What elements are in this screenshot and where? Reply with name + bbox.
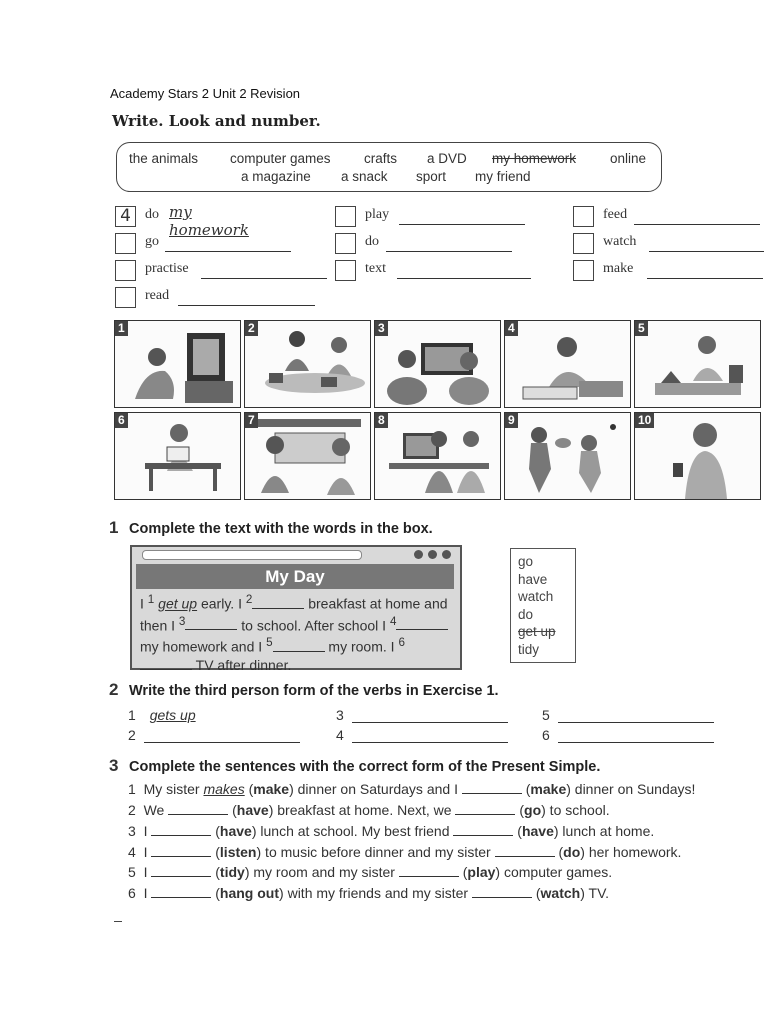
read-magazine-illustration xyxy=(115,413,240,499)
verb-option: have xyxy=(518,571,548,587)
verb-option: tidy xyxy=(518,641,540,657)
word-box-item: my friend xyxy=(475,169,531,184)
section-heading: Write. Look and number. xyxy=(112,112,321,130)
gap[interactable] xyxy=(151,864,211,877)
picture-have-snack xyxy=(244,320,371,408)
word-box-item-used: my homework xyxy=(492,151,577,166)
online-illustration xyxy=(375,413,500,499)
verb-label: play xyxy=(365,207,390,222)
word-box-item: sport xyxy=(416,169,447,184)
picture-read-magazine xyxy=(114,412,241,500)
gap[interactable] xyxy=(399,864,459,877)
document-title: Academy Stars 2 Unit 2 Revision xyxy=(110,86,301,101)
picture-crafts xyxy=(634,320,761,408)
picture-number: 3 xyxy=(375,321,388,336)
answer-line[interactable] xyxy=(634,224,760,225)
word-box-item: the animals xyxy=(129,151,199,166)
answer-line[interactable] xyxy=(352,728,508,743)
verb-option-used: get up xyxy=(518,624,556,639)
verb-label: do xyxy=(365,234,379,249)
exercise-instruction: Complete the text with the words in the box. xyxy=(129,521,433,537)
picture-sport xyxy=(504,412,631,500)
verb-label: read xyxy=(145,288,170,303)
verb-label: text xyxy=(365,261,386,276)
exercise-number: 1 xyxy=(109,518,119,537)
watch-dvd-illustration xyxy=(115,321,240,407)
exercise-instruction: Write the third person form of the verbs in Exercise 1. xyxy=(129,683,499,699)
verb-box xyxy=(510,548,576,663)
example-answer: get up xyxy=(158,595,198,612)
number-box[interactable] xyxy=(573,260,594,281)
panel-title: My Day xyxy=(136,564,454,589)
ex2-item: 1 gets up xyxy=(128,707,300,723)
ex3-sentence: 1 My sister makes (make) dinner on Saturdays and I (make) dinner on Sundays! xyxy=(128,781,696,797)
gap[interactable] xyxy=(151,844,211,857)
number-box[interactable] xyxy=(335,260,356,281)
gap[interactable] xyxy=(151,885,211,898)
gap[interactable] xyxy=(168,802,228,815)
verb-label: do xyxy=(145,207,159,222)
verb-option: do xyxy=(518,606,534,622)
number-box[interactable]: 4 xyxy=(115,206,136,227)
picture-number: 4 xyxy=(505,321,518,336)
homework-illustration xyxy=(505,321,630,407)
verb-label: practise xyxy=(145,261,189,276)
number-box[interactable] xyxy=(115,233,136,254)
computer-games-illustration xyxy=(375,321,500,407)
gap[interactable] xyxy=(495,844,555,857)
handwritten-answer: my homework xyxy=(169,203,249,239)
verb-option: watch xyxy=(518,589,554,604)
window-dot xyxy=(414,550,423,559)
panel-text: I $^1$ get up early. I $^2$ breakfast at home and then I $^3$ to school. After school I $^4$ my homework and I $^5$ my room. I $^6$ TV after dinner. xyxy=(140,593,448,673)
cut-off-line xyxy=(110,912,670,922)
answer-line[interactable] xyxy=(386,251,512,252)
crafts-illustration xyxy=(635,321,760,407)
number-box[interactable] xyxy=(573,206,594,227)
picture-number: 8 xyxy=(375,413,388,428)
example-answer: gets up xyxy=(149,707,196,723)
answer-line[interactable] xyxy=(649,251,764,252)
verb-label: watch xyxy=(603,234,637,249)
picture-watch-dvd xyxy=(114,320,241,408)
picture-feed-animals xyxy=(244,412,371,500)
word-box xyxy=(116,142,662,192)
feed-animals-illustration xyxy=(245,413,370,499)
picture-number: 10 xyxy=(635,413,654,428)
number-box[interactable] xyxy=(335,206,356,227)
gap[interactable] xyxy=(273,651,325,652)
picture-number: 6 xyxy=(115,413,128,428)
picture-text-friend xyxy=(634,412,761,500)
have-snack-illustration xyxy=(245,321,370,407)
number-box[interactable] xyxy=(335,233,356,254)
ex3-sentence: 6 I (hang out) with my friends and my sister (watch) TV. xyxy=(128,885,610,901)
ex2-item: 2 xyxy=(128,727,300,743)
my-day-panel xyxy=(130,545,462,673)
answer-line[interactable] xyxy=(647,278,763,279)
window-dot xyxy=(428,550,437,559)
exercise-number: 2 xyxy=(109,680,119,699)
verb-label: feed xyxy=(603,207,628,222)
panel-address-bar xyxy=(142,550,362,560)
gap[interactable] xyxy=(151,823,211,836)
ex3-sentence: 2 We (have) breakfast at home. Next, we (go) to school. xyxy=(128,802,610,818)
picture-number: 2 xyxy=(245,321,258,336)
ex2-item: 4 xyxy=(336,727,508,743)
answer-line[interactable] xyxy=(558,708,714,723)
word-box-item: a snack xyxy=(341,169,388,184)
exercise-instruction: Complete the sentences with the correct form of the Present Simple. xyxy=(129,759,601,775)
gap[interactable] xyxy=(453,823,513,836)
gap[interactable] xyxy=(185,629,237,630)
picture-computer-games xyxy=(374,320,501,408)
answer-line[interactable] xyxy=(399,224,525,225)
ex2-item: 5 xyxy=(542,707,714,723)
gap[interactable] xyxy=(396,629,448,630)
picture-online xyxy=(374,412,501,500)
answer-line[interactable] xyxy=(558,728,714,743)
verb-label: make xyxy=(603,261,634,276)
gap[interactable] xyxy=(140,669,192,670)
word-box-item: a magazine xyxy=(241,169,311,184)
gap[interactable] xyxy=(472,885,532,898)
word-box-item: crafts xyxy=(364,151,398,166)
word-box-item: online xyxy=(610,151,647,166)
picture-number: 5 xyxy=(635,321,648,336)
cut-off-text-fragment xyxy=(110,915,670,922)
gap[interactable] xyxy=(252,608,304,609)
picture-number: 1 xyxy=(115,321,128,336)
answer-line[interactable] xyxy=(178,305,315,306)
gap[interactable] xyxy=(462,781,522,794)
word-box-item: computer games xyxy=(230,151,331,166)
ex3-sentence: 3 I (have) lunch at school. My best friend (have) lunch at home. xyxy=(128,823,655,839)
verb-label: go xyxy=(145,234,159,249)
answer-line[interactable] xyxy=(144,728,300,743)
answer-line[interactable] xyxy=(352,708,508,723)
answer-line[interactable] xyxy=(201,278,327,279)
sport-illustration xyxy=(505,413,630,499)
number-box[interactable] xyxy=(573,233,594,254)
ex2-item: 6 xyxy=(542,727,714,743)
number-box[interactable] xyxy=(115,287,136,308)
word-box-item: a DVD xyxy=(427,151,467,166)
gap[interactable] xyxy=(455,802,515,815)
ex3-sentence: 5 I (tidy) my room and my sister (play) computer games. xyxy=(128,864,613,880)
picture-number: 7 xyxy=(245,413,258,428)
answer-line[interactable] xyxy=(165,251,291,252)
ex3-sentence: 4 I (listen) to music before dinner and my sister (do) her homework. xyxy=(128,844,682,860)
number-box[interactable] xyxy=(115,260,136,281)
verb-option: go xyxy=(518,554,534,569)
answer-line[interactable] xyxy=(397,278,531,279)
example-answer: makes xyxy=(203,781,245,797)
exercise-number: 3 xyxy=(109,756,119,775)
picture-homework xyxy=(504,320,631,408)
ex2-item: 3 xyxy=(336,707,508,723)
picture-number: 9 xyxy=(505,413,518,428)
window-dot xyxy=(442,550,451,559)
